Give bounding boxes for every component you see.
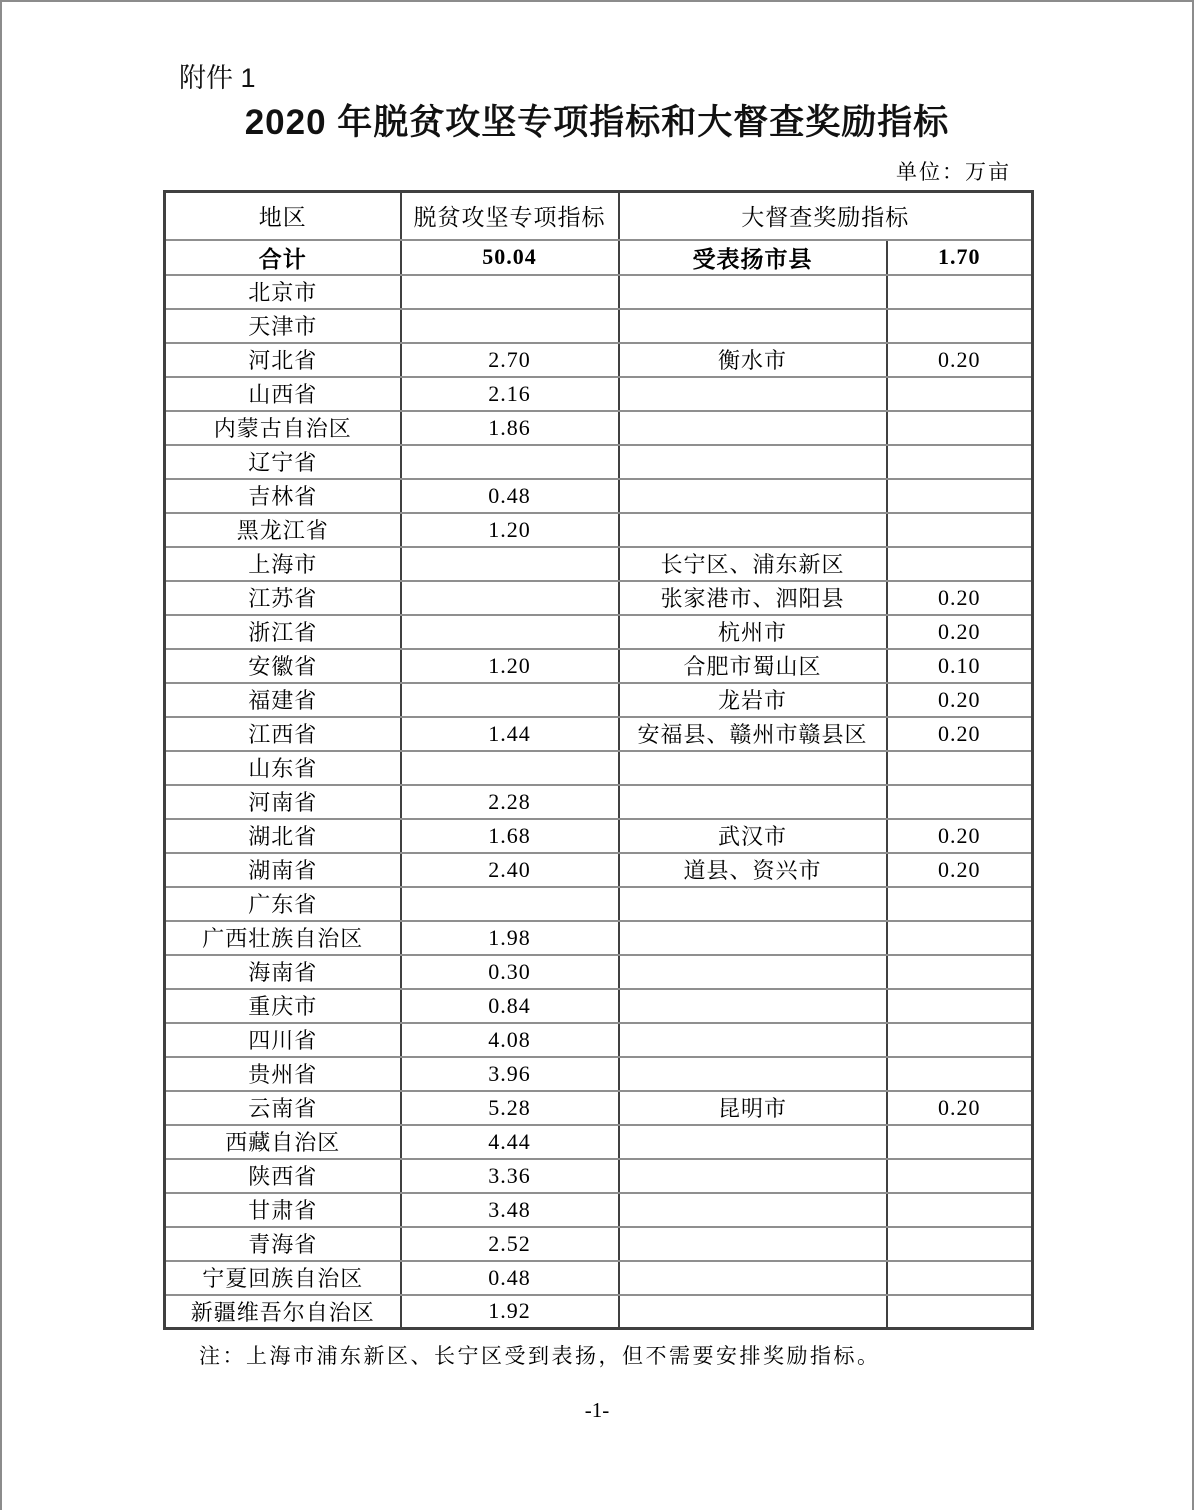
reward-value <box>887 547 1033 581</box>
table-row <box>165 1227 1033 1261</box>
table-row <box>165 547 1033 581</box>
reward-value <box>887 1261 1033 1295</box>
special-indicator-value: 2.52 <box>401 1227 619 1261</box>
reward-value <box>887 1159 1033 1193</box>
reward-value <box>887 309 1033 343</box>
praised-cities <box>619 785 887 819</box>
table-row <box>165 955 1033 989</box>
special-indicator-value <box>401 547 619 581</box>
praised-cities <box>619 1295 887 1329</box>
header-special-indicator: 脱贫攻坚专项指标 <box>401 192 619 240</box>
region-name: 北京市 <box>165 275 401 309</box>
special-indicator-value: 2.28 <box>401 785 619 819</box>
praised-cities <box>619 1023 887 1057</box>
praised-cities <box>619 1261 887 1295</box>
reward-value <box>887 1125 1033 1159</box>
region-name: 吉林省 <box>165 479 401 513</box>
special-indicator-value: 1.98 <box>401 921 619 955</box>
special-indicator-value: 1.20 <box>401 649 619 683</box>
region-name: 海南省 <box>165 955 401 989</box>
region-name: 湖南省 <box>165 853 401 887</box>
region-name: 辽宁省 <box>165 445 401 479</box>
special-indicator-value <box>401 309 619 343</box>
praised-cities <box>619 411 887 445</box>
praised-cities: 武汉市 <box>619 819 887 853</box>
praised-cities <box>619 887 887 921</box>
table-row <box>165 615 1033 649</box>
special-indicator-value: 1.44 <box>401 717 619 751</box>
reward-value: 0.20 <box>887 819 1033 853</box>
total-praised-label: 受表扬市县 <box>619 240 887 275</box>
region-name: 内蒙古自治区 <box>165 411 401 445</box>
region-name: 福建省 <box>165 683 401 717</box>
praised-cities: 长宁区、浦东新区 <box>619 547 887 581</box>
praised-cities: 合肥市蜀山区 <box>619 649 887 683</box>
special-indicator-value: 3.36 <box>401 1159 619 1193</box>
region-name: 陕西省 <box>165 1159 401 1193</box>
praised-cities: 道县、资兴市 <box>619 853 887 887</box>
special-indicator-value: 0.48 <box>401 1261 619 1295</box>
table-row <box>165 921 1033 955</box>
document-title: 2020 年脱贫攻坚专项指标和大督查奖励指标 <box>244 103 950 142</box>
region-name: 广西壮族自治区 <box>165 921 401 955</box>
reward-value: 0.10 <box>887 649 1033 683</box>
praised-cities <box>619 445 887 479</box>
special-indicator-value: 1.86 <box>401 411 619 445</box>
table-row <box>165 309 1033 343</box>
reward-value: 0.20 <box>887 581 1033 615</box>
region-name: 新疆维吾尔自治区 <box>165 1295 401 1329</box>
reward-value <box>887 887 1033 921</box>
table-row <box>165 717 1033 751</box>
reward-value <box>887 1057 1033 1091</box>
table-row <box>165 853 1033 887</box>
region-name: 西藏自治区 <box>165 1125 401 1159</box>
table-row <box>165 445 1033 479</box>
table-row <box>165 1159 1033 1193</box>
region-name: 上海市 <box>165 547 401 581</box>
praised-cities <box>619 989 887 1023</box>
praised-cities <box>619 1193 887 1227</box>
reward-value: 0.20 <box>887 1091 1033 1125</box>
header-region: 地区 <box>165 192 401 240</box>
praised-cities <box>619 377 887 411</box>
reward-value: 0.20 <box>887 615 1033 649</box>
special-indicator-value: 0.84 <box>401 989 619 1023</box>
reward-value <box>887 479 1033 513</box>
reward-value <box>887 921 1033 955</box>
table-row <box>165 411 1033 445</box>
region-name: 黑龙江省 <box>165 513 401 547</box>
praised-cities <box>619 275 887 309</box>
attachment-label: 附件 1 <box>179 63 256 93</box>
praised-cities <box>619 309 887 343</box>
special-indicator-value <box>401 887 619 921</box>
region-name: 重庆市 <box>165 989 401 1023</box>
table-row <box>165 479 1033 513</box>
table-row <box>165 513 1033 547</box>
reward-value: 0.20 <box>887 717 1033 751</box>
special-indicator-value: 3.48 <box>401 1193 619 1227</box>
total-region-label: 合计 <box>165 240 401 275</box>
unit-label: 单位：万亩 <box>896 160 1011 184</box>
special-indicator-value: 2.70 <box>401 343 619 377</box>
reward-value <box>887 989 1033 1023</box>
praised-cities <box>619 513 887 547</box>
reward-value <box>887 1295 1033 1329</box>
table-row <box>165 581 1033 615</box>
region-name: 河北省 <box>165 343 401 377</box>
praised-cities <box>619 751 887 785</box>
region-name: 浙江省 <box>165 615 401 649</box>
region-name: 宁夏回族自治区 <box>165 1261 401 1295</box>
special-indicator-value <box>401 275 619 309</box>
indicators-table <box>163 190 1034 1330</box>
table-row <box>165 819 1033 853</box>
praised-cities: 张家港市、泗阳县 <box>619 581 887 615</box>
table-row <box>165 1125 1033 1159</box>
praised-cities <box>619 921 887 955</box>
total-row <box>165 240 1033 275</box>
reward-value <box>887 1227 1033 1261</box>
special-indicator-value: 3.96 <box>401 1057 619 1091</box>
reward-value: 0.20 <box>887 853 1033 887</box>
praised-cities <box>619 1057 887 1091</box>
reward-value <box>887 377 1033 411</box>
praised-cities: 昆明市 <box>619 1091 887 1125</box>
region-name: 四川省 <box>165 1023 401 1057</box>
table-body <box>165 240 1033 1329</box>
special-indicator-value: 0.48 <box>401 479 619 513</box>
reward-value <box>887 1193 1033 1227</box>
region-name: 山西省 <box>165 377 401 411</box>
region-name: 贵州省 <box>165 1057 401 1091</box>
table-row <box>165 1261 1033 1295</box>
special-indicator-value: 0.30 <box>401 955 619 989</box>
special-indicator-value <box>401 615 619 649</box>
special-indicator-value: 1.20 <box>401 513 619 547</box>
praised-cities: 安福县、赣州市赣县区 <box>619 717 887 751</box>
reward-value <box>887 955 1033 989</box>
region-name: 青海省 <box>165 1227 401 1261</box>
table-row <box>165 1295 1033 1329</box>
table-row <box>165 377 1033 411</box>
region-name: 江苏省 <box>165 581 401 615</box>
praised-cities: 杭州市 <box>619 615 887 649</box>
special-indicator-value: 5.28 <box>401 1091 619 1125</box>
page-number: -1- <box>584 1398 610 1422</box>
reward-value <box>887 1023 1033 1057</box>
region-name: 云南省 <box>165 1091 401 1125</box>
special-indicator-value: 1.68 <box>401 819 619 853</box>
region-name: 天津市 <box>165 309 401 343</box>
region-name: 山东省 <box>165 751 401 785</box>
reward-value <box>887 513 1033 547</box>
reward-value <box>887 785 1033 819</box>
special-indicator-value: 2.40 <box>401 853 619 887</box>
praised-cities <box>619 1227 887 1261</box>
table-row <box>165 751 1033 785</box>
reward-value <box>887 411 1033 445</box>
table-row <box>165 275 1033 309</box>
region-name: 江西省 <box>165 717 401 751</box>
table-header-row <box>165 192 1033 240</box>
table-row <box>165 989 1033 1023</box>
special-indicator-value: 4.44 <box>401 1125 619 1159</box>
footnote: 注：上海市浦东新区、长宁区受到表扬，但不需要安排奖励指标。 <box>199 1344 881 1368</box>
special-indicator-value <box>401 581 619 615</box>
table-row <box>165 1057 1033 1091</box>
special-indicator-value: 4.08 <box>401 1023 619 1057</box>
reward-value: 0.20 <box>887 343 1033 377</box>
praised-cities <box>619 1159 887 1193</box>
praised-cities <box>619 1125 887 1159</box>
total-special-value: 50.04 <box>401 240 619 275</box>
table-row <box>165 785 1033 819</box>
praised-cities: 衡水市 <box>619 343 887 377</box>
table-row <box>165 343 1033 377</box>
table-row <box>165 1023 1033 1057</box>
page-content <box>163 62 1031 1423</box>
table-row <box>165 1091 1033 1125</box>
table-row <box>165 1193 1033 1227</box>
special-indicator-value <box>401 751 619 785</box>
region-name: 广东省 <box>165 887 401 921</box>
header-reward-indicator: 大督查奖励指标 <box>619 192 1033 240</box>
special-indicator-value: 2.16 <box>401 377 619 411</box>
praised-cities <box>619 955 887 989</box>
reward-value <box>887 445 1033 479</box>
special-indicator-value <box>401 445 619 479</box>
reward-value <box>887 275 1033 309</box>
reward-value <box>887 751 1033 785</box>
table-row <box>165 887 1033 921</box>
special-indicator-value: 1.92 <box>401 1295 619 1329</box>
region-name: 河南省 <box>165 785 401 819</box>
table-row <box>165 683 1033 717</box>
region-name: 安徽省 <box>165 649 401 683</box>
region-name: 湖北省 <box>165 819 401 853</box>
table-row <box>165 649 1033 683</box>
special-indicator-value <box>401 683 619 717</box>
region-name: 甘肃省 <box>165 1193 401 1227</box>
praised-cities: 龙岩市 <box>619 683 887 717</box>
reward-value: 0.20 <box>887 683 1033 717</box>
praised-cities <box>619 479 887 513</box>
total-reward-value: 1.70 <box>887 240 1033 275</box>
